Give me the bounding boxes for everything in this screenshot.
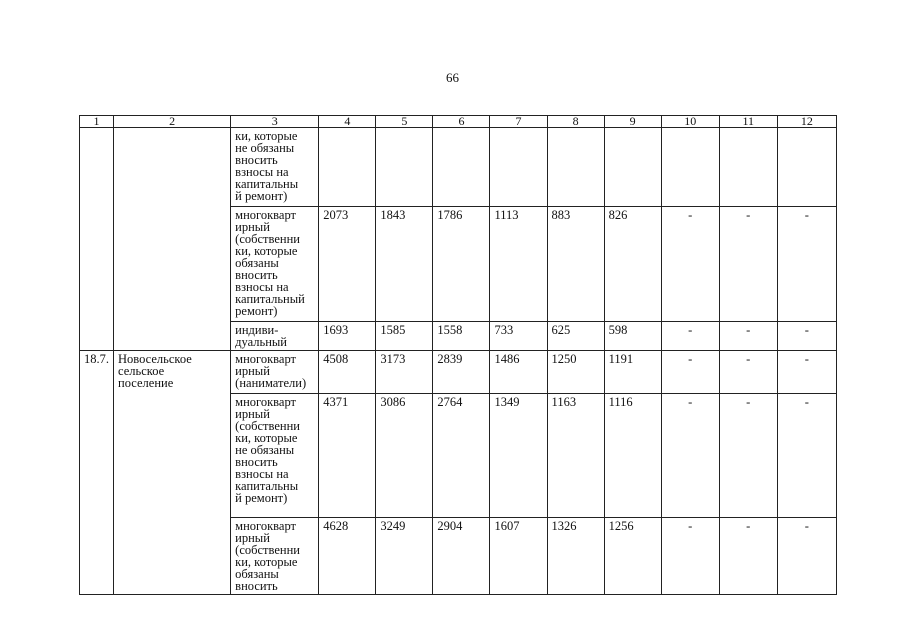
- value-cell: 1163: [547, 394, 604, 518]
- value-cell: [777, 128, 836, 207]
- header-cell: 7: [490, 116, 547, 128]
- header-cell: 4: [319, 116, 376, 128]
- value-cell: 1843: [376, 207, 433, 322]
- header-cell: 8: [547, 116, 604, 128]
- housing-type-cell: многокварт ирный (собственни ки, которые обязаны вносить взносы на капитальный ремонт): [231, 207, 319, 322]
- value-cell: [433, 128, 490, 207]
- value-cell: 1326: [547, 518, 604, 595]
- table-row: [80, 351, 837, 394]
- value-cell: 598: [604, 322, 661, 351]
- value-cell: 1607: [490, 518, 547, 595]
- header-cell: 2: [114, 116, 231, 128]
- header-cell: 11: [719, 116, 777, 128]
- value-cell: [547, 128, 604, 207]
- value-cell: 1585: [376, 322, 433, 351]
- header-cell: 3: [231, 116, 319, 128]
- value-cell: 826: [604, 207, 661, 322]
- value-cell: 3173: [376, 351, 433, 394]
- housing-type-cell: многокварт ирный (наниматели): [231, 351, 319, 394]
- value-cell: 3249: [376, 518, 433, 595]
- value-cell: 2073: [319, 207, 376, 322]
- value-cell: 1256: [604, 518, 661, 595]
- housing-type-cell: ки, которые не обязаны вносить взносы на капитальны й ремонт): [231, 128, 319, 207]
- value-cell: [490, 128, 547, 207]
- value-cell: 1116: [604, 394, 661, 518]
- header-cell: 9: [604, 116, 661, 128]
- value-cell: -: [719, 351, 777, 394]
- table-row: [80, 128, 837, 207]
- value-cell: 1191: [604, 351, 661, 394]
- housing-type-cell: многокварт ирный (собственни ки, которые не обязаны вносить взносы на капитальны й ремонт): [231, 394, 319, 518]
- value-cell: 1558: [433, 322, 490, 351]
- value-cell: -: [661, 207, 719, 322]
- value-cell: 4628: [319, 518, 376, 595]
- header-cell: 1: [80, 116, 114, 128]
- value-cell: [661, 128, 719, 207]
- value-cell: -: [661, 394, 719, 518]
- header-cell: 12: [777, 116, 836, 128]
- value-cell: [604, 128, 661, 207]
- value-cell: 1349: [490, 394, 547, 518]
- value-cell: 1693: [319, 322, 376, 351]
- value-cell: 733: [490, 322, 547, 351]
- value-cell: -: [719, 207, 777, 322]
- value-cell: 1786: [433, 207, 490, 322]
- value-cell: -: [661, 322, 719, 351]
- header-cell: 10: [661, 116, 719, 128]
- value-cell: 4508: [319, 351, 376, 394]
- housing-type-cell: индиви- дуальный: [231, 322, 319, 351]
- value-cell: 1250: [547, 351, 604, 394]
- value-cell: -: [777, 394, 836, 518]
- housing-type-cell: многокварт ирный (собственни ки, которые обязаны вносить: [231, 518, 319, 595]
- value-cell: 2764: [433, 394, 490, 518]
- settlement-cell: [114, 128, 231, 351]
- value-cell: -: [777, 207, 836, 322]
- value-cell: -: [777, 518, 836, 595]
- value-cell: -: [777, 322, 836, 351]
- tariff-table: [79, 115, 837, 595]
- value-cell: 883: [547, 207, 604, 322]
- header-cell: 5: [376, 116, 433, 128]
- value-cell: 2904: [433, 518, 490, 595]
- value-cell: -: [661, 351, 719, 394]
- value-cell: [719, 128, 777, 207]
- row-number-cell: [80, 128, 114, 351]
- value-cell: 1113: [490, 207, 547, 322]
- value-cell: -: [719, 394, 777, 518]
- page-number: 66: [446, 70, 459, 85]
- value-cell: 1486: [490, 351, 547, 394]
- value-cell: [319, 128, 376, 207]
- value-cell: [376, 128, 433, 207]
- value-cell: 4371: [319, 394, 376, 518]
- value-cell: -: [719, 518, 777, 595]
- value-cell: -: [777, 351, 836, 394]
- header-cell: 6: [433, 116, 490, 128]
- value-cell: 2839: [433, 351, 490, 394]
- value-cell: -: [719, 322, 777, 351]
- value-cell: 625: [547, 322, 604, 351]
- header-row: [80, 116, 837, 128]
- row-number-cell: 18.7.: [80, 351, 114, 595]
- value-cell: -: [661, 518, 719, 595]
- value-cell: 3086: [376, 394, 433, 518]
- settlement-cell: Новосельское сельское поселение: [114, 351, 231, 595]
